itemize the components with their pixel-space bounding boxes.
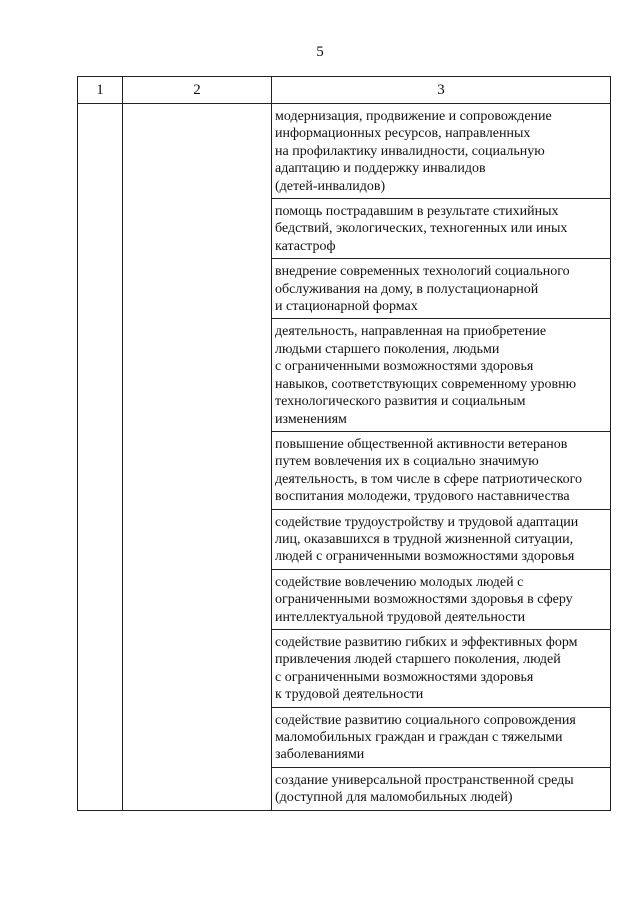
list-item — [272, 259, 610, 319]
list-item-line: (доступной для маломобильных людей) — [275, 790, 513, 806]
list-item-line: и стационарной формах — [275, 299, 418, 315]
column-header-1: 1 — [78, 77, 123, 104]
list-item-line: содействие развитию гибких и эффективных форм — [275, 634, 578, 650]
list-item — [272, 319, 610, 431]
list-item-line: повышение общественной активности ветеранов — [275, 436, 568, 452]
list-item — [272, 432, 610, 510]
list-item — [272, 199, 610, 259]
column-header-3: 3 — [272, 77, 611, 104]
list-item-line: адаптацию и поддержку инвалидов — [275, 161, 486, 177]
list-item-line: интеллектуальной трудовой деятельности — [275, 609, 526, 625]
list-item-line: людей с ограниченными возможностями здоровья — [275, 549, 575, 565]
list-item-line: модернизация, продвижение и сопровождение — [275, 109, 552, 124]
list-item-line: к трудовой деятельности — [275, 687, 424, 703]
list-item-line: обслуживания на дому, в полустационарной — [275, 281, 539, 297]
list-item-line: навыков, соответствующих современному уровню — [275, 376, 577, 392]
list-item — [272, 104, 610, 199]
list-item-line: технологического развития и социальным — [275, 394, 526, 410]
list-item-line: внедрение современных технологий социального — [275, 264, 570, 280]
list-item-line: (детей-инвалидов) — [275, 178, 386, 194]
list-item — [272, 630, 610, 708]
list-item-line: ограниченными возможностями здоровья в сферу — [275, 592, 573, 608]
list-item — [272, 510, 610, 570]
list-item-line: бедствий, экологических, техногенных или иных — [275, 221, 568, 237]
list-item-line: на профилактику инвалидности, социальную — [275, 143, 545, 159]
document-table — [77, 76, 611, 811]
item-list — [272, 104, 610, 810]
list-item-line: изменениям — [275, 411, 347, 427]
column-2-cell — [123, 104, 272, 811]
list-item-line: с ограниченными возможностями здоровья — [275, 669, 534, 685]
list-item — [272, 570, 610, 630]
list-item-line: содействие развитию социального сопровождения — [275, 712, 576, 728]
list-item-line: воспитания молодежи, трудового наставничества — [275, 489, 570, 505]
list-item-line: деятельность, в том числе в сфере патриотического — [275, 471, 582, 487]
list-item-line: лиц, оказавшихся в трудной жизненной ситуации, — [275, 531, 574, 547]
list-item-line: катастроф — [275, 238, 336, 254]
list-item-line: заболеваниями — [275, 747, 365, 763]
list-item-line: маломобильных граждан и граждан с тяжелыми — [275, 730, 563, 745]
table-header-row — [78, 77, 611, 104]
list-item-line: содействие вовлечению молодых людей с — [275, 574, 524, 590]
list-item-line: содействие трудоустройству и трудовой адаптации — [275, 514, 579, 530]
list-item-line: помощь пострадавшим в результате стихийных — [275, 204, 559, 220]
list-item-line: привлечения людей старшего поколения, людей — [275, 652, 561, 668]
list-item-line: людьми старшего поколения, людьми — [275, 341, 500, 357]
list-item — [272, 708, 610, 768]
page-number: 5 — [316, 44, 324, 60]
table-row — [78, 104, 611, 811]
column-3-cell — [272, 104, 611, 811]
list-item — [272, 768, 610, 810]
column-1-cell — [78, 104, 123, 811]
column-header-2: 2 — [123, 77, 272, 104]
list-item-line: с ограниченными возможностями здоровья — [275, 359, 534, 375]
list-item-line: деятельность, направленная на приобретение — [275, 324, 547, 340]
list-item-line: путем вовлечения их в социально значимую — [275, 454, 539, 470]
list-item-line: создание универсальной пространственной среды — [275, 772, 574, 788]
list-item-line: информационных ресурсов, направленных — [275, 126, 531, 142]
